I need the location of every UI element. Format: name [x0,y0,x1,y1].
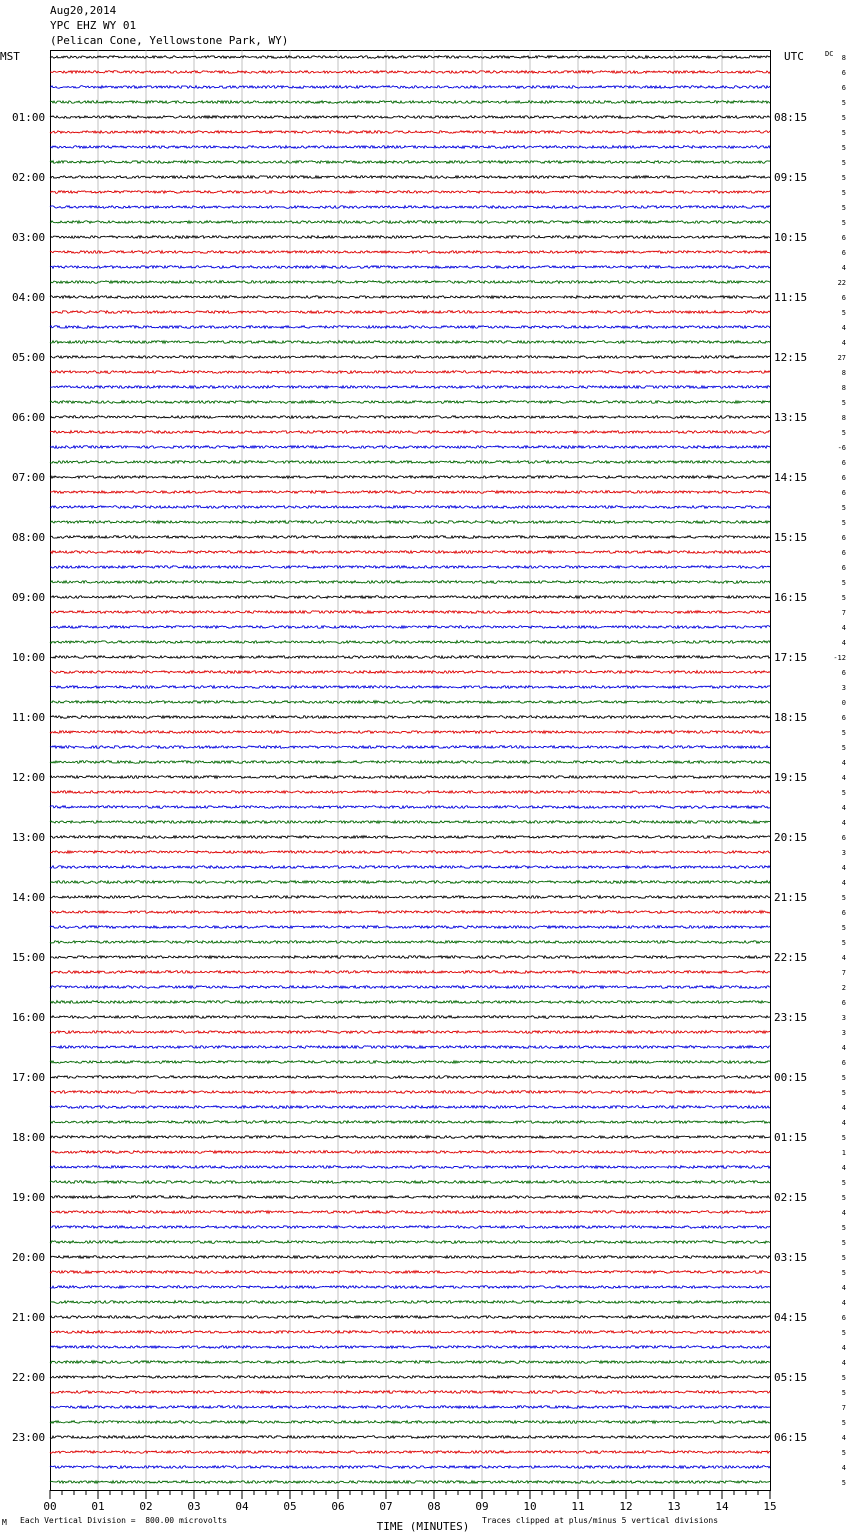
dc-offset-value: 4 [841,1299,846,1307]
trace-line [50,1001,770,1004]
trace-line [50,236,770,239]
dc-offset-value: 4 [841,879,846,887]
utc-hour-label: 08:15 [774,111,808,124]
trace-line [50,851,770,854]
dc-offset-value: 4 [841,864,846,872]
trace-line [50,1436,770,1439]
mst-hour-label: 10:00 [12,651,46,664]
trace-line [50,281,770,284]
dc-offset-value: 0 [841,699,846,707]
trace-line [50,806,770,809]
mst-hour-label: 12:00 [12,771,46,784]
utc-hour-label: 03:15 [774,1251,808,1264]
dc-offset-value: 6 [841,909,846,917]
dc-offset-value: 5 [841,1074,846,1082]
dc-offset-value: 4 [841,1119,846,1127]
trace-line [50,1361,770,1364]
trace-line [50,446,770,449]
dc-offset-value: 5 [841,189,846,197]
trace-line [50,491,770,494]
trace-line [50,1466,770,1469]
station-location: (Pelican Cone, Yellowstone Park, WY) [50,34,289,47]
trace-line [50,986,770,989]
dc-offset-value: 4 [841,804,846,812]
trace-line [50,1166,770,1169]
mst-hour-label: 03:00 [12,231,46,244]
utc-hour-label: 18:15 [774,711,808,724]
dc-offset-value: 5 [841,129,846,137]
trace-line [50,1286,770,1289]
x-tick-label: 14 [715,1500,729,1513]
dc-offset-value: 5 [841,939,846,947]
trace-line [50,1421,770,1424]
trace-line [50,731,770,734]
scale-note: Each Vertical Division = 800.00 microvolts [20,1516,228,1525]
trace-line [50,956,770,959]
dc-offset-value: 5 [841,1224,846,1232]
trace-line [50,206,770,209]
dc-offset-value: 6 [841,249,846,257]
trace-line [50,881,770,884]
trace-line [50,1016,770,1019]
dc-offset-value: 5 [841,1179,846,1187]
x-tick-label: 03 [187,1500,201,1513]
dc-offset-value: 6 [841,489,846,497]
x-axis [43,1490,776,1533]
dc-offset-value: 6 [841,459,846,467]
trace-line [50,506,770,509]
trace-line [50,791,770,794]
trace-line [50,971,770,974]
trace-line [50,1406,770,1409]
trace-line [50,1241,770,1244]
dc-offset-value: 4 [841,1344,846,1352]
mst-hour-label: 08:00 [12,531,46,544]
x-tick-label: 12 [619,1500,633,1513]
dc-offset-value: 7 [841,609,846,617]
dc-offset-value: 5 [841,159,846,167]
mst-hour-label: 21:00 [12,1311,46,1324]
utc-hour-label: 00:15 [774,1071,808,1084]
mst-hour-label: 06:00 [12,411,46,424]
utc-hour-label: 21:15 [774,891,808,904]
trace-line [50,551,770,554]
trace-line [50,326,770,329]
dc-offset-value: 5 [841,1194,846,1202]
utc-hour-label: 01:15 [774,1131,808,1144]
mst-hour-label: 13:00 [12,831,46,844]
dc-offset-value: 5 [841,744,846,752]
dc-offset-value: 5 [841,114,846,122]
trace-line [50,1391,770,1394]
x-tick-label: 07 [379,1500,393,1513]
trace-line [50,191,770,194]
trace-line [50,416,770,419]
trace-line [50,836,770,839]
trace-line [50,86,770,89]
dc-offset-value: 4 [841,1044,846,1052]
trace-line [50,821,770,824]
trace-line [50,1481,770,1484]
dc-offset-value: 5 [841,579,846,587]
trace-line [50,176,770,179]
mst-hour-label: 01:00 [12,111,46,124]
x-tick-label: 10 [523,1500,537,1513]
trace-line [50,266,770,269]
utc-hour-label: 09:15 [774,171,808,184]
x-tick-label: 05 [283,1500,297,1513]
utc-hour-label: 17:15 [774,651,808,664]
trace-line [50,1376,770,1379]
x-tick-label: 00 [43,1500,57,1513]
trace-line [50,1181,770,1184]
trace-line [50,746,770,749]
trace-line [50,116,770,119]
minute-gridlines [98,50,722,1490]
clip-note: Traces clipped at plus/minus 5 vertical divisions [482,1516,719,1525]
utc-hour-label: 15:15 [774,531,808,544]
trace-line [50,221,770,224]
trace-line [50,431,770,434]
trace-line [50,1331,770,1334]
dc-offset-value: 5 [841,504,846,512]
dc-offset-value: 8 [841,414,846,422]
mst-hour-label: 11:00 [12,711,46,724]
dc-offset-value: 6 [841,294,846,302]
dc-offset-value: 6 [841,549,846,557]
trace-line [50,371,770,374]
dc-offset-value: 5 [841,594,846,602]
trace-line [50,671,770,674]
dc-offset-value: 5 [841,519,846,527]
dc-offset-value: 4 [841,324,846,332]
x-tick-label: 01 [91,1500,105,1513]
dc-offset-value: 5 [841,429,846,437]
dc-offset-value: 6 [841,564,846,572]
mst-hour-label: 16:00 [12,1011,46,1024]
mst-hour-label: 19:00 [12,1191,46,1204]
trace-group [50,56,770,1484]
dc-offset-value: 5 [841,144,846,152]
dc-offset-value: 4 [841,759,846,767]
trace-line [50,581,770,584]
dc-label: DC [825,50,834,58]
utc-hour-label: 02:15 [774,1191,808,1204]
trace-line [50,356,770,359]
utc-hour-label: 23:15 [774,1011,808,1024]
trace-line [50,761,770,764]
mst-hour-label: 23:00 [12,1431,46,1444]
dc-offset-value: 2 [841,984,846,992]
dc-offset-value: 5 [841,729,846,737]
dc-offset-value: 3 [841,1029,846,1037]
dc-offset-value: 5 [841,1389,846,1397]
trace-line [50,1046,770,1049]
trace-line [50,1256,770,1259]
dc-offset-value: 22 [837,279,846,287]
dc-offset-value: 4 [841,774,846,782]
trace-line [50,596,770,599]
trace-line [50,776,770,779]
dc-offset-value: 5 [841,1374,846,1382]
utc-hour-label: 22:15 [774,951,808,964]
dc-offset-value: 4 [841,639,846,647]
trace-line [50,71,770,74]
trace-line [50,161,770,164]
dc-offset-value: 4 [841,339,846,347]
x-tick-label: 02 [139,1500,153,1513]
dc-offset-value: 5 [841,924,846,932]
dc-offset-value: 5 [841,99,846,107]
trace-line [50,311,770,314]
dc-offset-value: 5 [841,309,846,317]
dc-offset-value: 4 [841,819,846,827]
mst-axis-label: MST [0,50,20,63]
dc-offset-value: 5 [841,1329,846,1337]
trace-line [50,896,770,899]
dc-offset-value: 5 [841,1449,846,1457]
utc-hour-label: 06:15 [774,1431,808,1444]
x-tick-label: 11 [571,1500,585,1513]
trace-line [50,1136,770,1139]
dc-offset-value: 6 [841,714,846,722]
trace-line [50,386,770,389]
mst-hour-label: 17:00 [12,1071,46,1084]
trace-line [50,56,770,59]
dc-offset-value: -12 [833,654,846,662]
trace-line [50,146,770,149]
trace-line [50,701,770,704]
dc-offset-value: 5 [841,1419,846,1427]
trace-line [50,926,770,929]
mst-hour-label: 15:00 [12,951,46,964]
mst-hour-label: 04:00 [12,291,46,304]
utc-hour-label: 10:15 [774,231,808,244]
dc-offset-value: 3 [841,1014,846,1022]
dc-offset-value: 7 [841,1404,846,1412]
dc-offset-value: 6 [841,84,846,92]
utc-hour-label: 05:15 [774,1371,808,1384]
dc-offset-value: 5 [841,219,846,227]
dc-offset-value: 8 [841,384,846,392]
trace-line [50,1301,770,1304]
mst-hour-label: 05:00 [12,351,46,364]
dc-offset-value: 4 [841,1464,846,1472]
trace-line [50,1091,770,1094]
trace-line [50,1151,770,1154]
dc-offset-value: 6 [841,834,846,842]
trace-line [50,401,770,404]
dc-offset-value: 5 [841,1254,846,1262]
trace-line [50,1211,770,1214]
trace-line [50,1451,770,1454]
dc-offset-value: 4 [841,954,846,962]
utc-hour-label: 16:15 [774,591,808,604]
trace-line [50,866,770,869]
dc-offset-value: 4 [841,264,846,272]
utc-axis-label: UTC [784,50,804,63]
dc-offset-value: 5 [841,174,846,182]
dc-offset-value: 5 [841,1089,846,1097]
dc-offset-value: 4 [841,1434,846,1442]
dc-offset-value: 5 [841,204,846,212]
trace-line [50,566,770,569]
mst-hour-label: 09:00 [12,591,46,604]
dc-offset-value: 8 [841,54,846,62]
dc-offset-value: 5 [841,1269,846,1277]
trace-line [50,101,770,104]
utc-hour-label: 04:15 [774,1311,808,1324]
utc-hour-label: 19:15 [774,771,808,784]
trace-line [50,1061,770,1064]
trace-line [50,341,770,344]
dc-offset-value: 6 [841,1059,846,1067]
utc-hour-label: 12:15 [774,351,808,364]
dc-offset-value: 6 [841,534,846,542]
corner-mark: M [2,1518,7,1527]
x-tick-label: 06 [331,1500,345,1513]
dc-offset-value: 5 [841,789,846,797]
dc-offset-value: 8 [841,369,846,377]
dc-offset-value: 3 [841,849,846,857]
x-tick-label: 15 [763,1500,777,1513]
dc-offset-value: 5 [841,1134,846,1142]
dc-offset-value: 6 [841,1314,846,1322]
mst-hour-label: 14:00 [12,891,46,904]
trace-line [50,626,770,629]
dc-offset-value: 27 [837,354,846,362]
trace-line [50,1106,770,1109]
mst-hour-label: 02:00 [12,171,46,184]
trace-line [50,656,770,659]
trace-line [50,641,770,644]
trace-line [50,1076,770,1079]
trace-line [50,1121,770,1124]
mst-hour-label: 07:00 [12,471,46,484]
trace-line [50,1271,770,1274]
dc-offset-value: -6 [837,444,846,452]
dc-offset-value: 6 [841,234,846,242]
trace-line [50,686,770,689]
x-tick-label: 08 [427,1500,441,1513]
dc-offset-value: 4 [841,1209,846,1217]
dc-offset-value: 4 [841,1284,846,1292]
trace-line [50,716,770,719]
dc-offset-value: 7 [841,969,846,977]
trace-line [50,536,770,539]
trace-line [50,1346,770,1349]
dc-offset-value: 6 [841,999,846,1007]
trace-line [50,941,770,944]
x-tick-label: 09 [475,1500,489,1513]
utc-hour-label: 20:15 [774,831,808,844]
trace-line [50,911,770,914]
dc-offset-value: 1 [841,1149,846,1157]
dc-offset-value: 6 [841,474,846,482]
mst-hour-label: 20:00 [12,1251,46,1264]
trace-line [50,1031,770,1034]
dc-offset-value: 4 [841,1104,846,1112]
trace-line [50,1226,770,1229]
x-axis-title: TIME (MINUTES) [376,1520,470,1533]
dc-offset-value: 5 [841,1239,846,1247]
dc-offset-value: 6 [841,669,846,677]
trace-line [50,131,770,134]
trace-line [50,521,770,524]
dc-offset-value: 3 [841,684,846,692]
plot-date: Aug20,2014 [50,4,117,17]
trace-line [50,476,770,479]
trace-line [50,1316,770,1319]
dc-offset-value: 4 [841,1359,846,1367]
utc-hour-label: 11:15 [774,291,808,304]
x-tick-label: 13 [667,1500,681,1513]
trace-line [50,461,770,464]
dc-offset-value: 4 [841,624,846,632]
utc-hour-label: 14:15 [774,471,808,484]
dc-offset-value: 5 [841,399,846,407]
dc-offset-value: 4 [841,1164,846,1172]
utc-hour-label: 13:15 [774,411,808,424]
dc-offset-value: 5 [841,894,846,902]
mst-hour-label: 18:00 [12,1131,46,1144]
trace-line [50,296,770,299]
dc-offset-value: 6 [841,69,846,77]
dc-offset-value: 5 [841,1479,846,1487]
station-code: YPC EHZ WY 01 [50,19,137,32]
trace-line [50,611,770,614]
trace-line [50,251,770,254]
trace-line [50,1196,770,1199]
x-tick-label: 04 [235,1500,249,1513]
mst-hour-label: 22:00 [12,1371,46,1384]
